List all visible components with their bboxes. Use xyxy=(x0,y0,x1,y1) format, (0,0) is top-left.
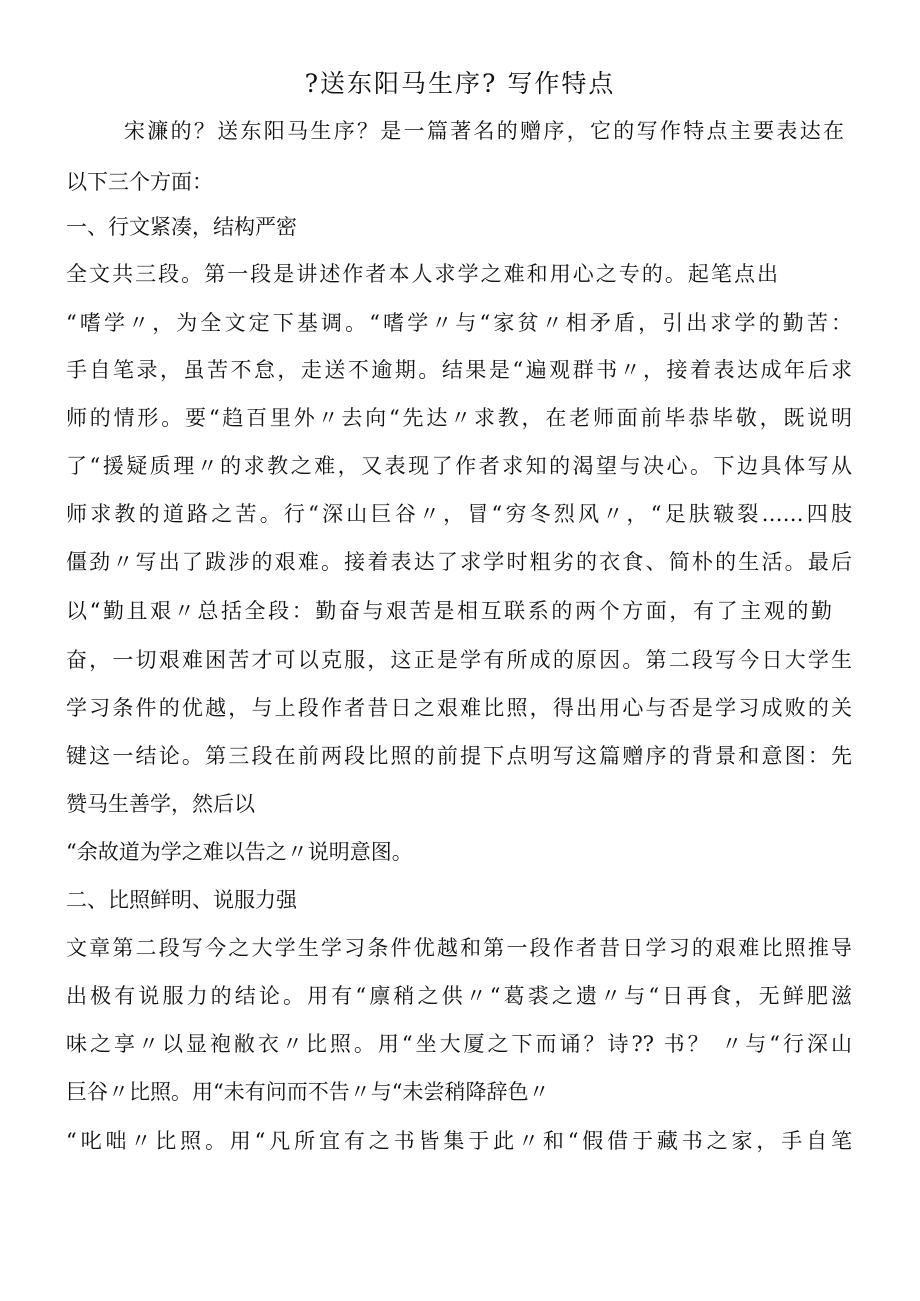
text-line-19: 出极有说服力的结论。用有“廪稍之供〃“葛裘之遗〃与“日再食，无鲜肥滋 xyxy=(66,984,852,1008)
text-line-16: “余故道为学之难以告之〃说明意图。 xyxy=(66,840,413,864)
text-line-1: 宋濂的？送东阳马生序？是一篇著名的赠序，它的写作特点主要表达在 xyxy=(124,119,844,143)
text-line-18: 文章第二段写今之大学生学习条件优越和第一段作者昔日学习的艰难比照推导 xyxy=(66,936,852,960)
text-line-20: 味之享〃以显袍敝衣〃比照。用“坐大厦之下而诵？诗?? 书？ 〃与“行深山 xyxy=(66,1032,852,1056)
text-line-10: 僵劲〃写出了跋涉的艰难。接着表达了求学时粗劣的衣食、简朴的生活。最后 xyxy=(66,550,852,574)
text-line-12: 奋，一切艰难困苦才可以克服，这正是学有所成的原因。第二段写今日大学生 xyxy=(66,648,852,672)
text-line-14: 键这一结论。第三段在前两段比照的前提下点明写这篇赠序的背景和意图：先 xyxy=(66,744,852,768)
text-line-8: 了“援疑质理〃的求教之难，又表现了作者求知的渴望与决心。下边具体写从 xyxy=(66,454,852,478)
text-line-21: 巨谷〃比照。用“未有问而不告〃与“未尝稍降辞色〃 xyxy=(66,1080,550,1104)
section-heading-1: 一、行文紧凑，结构严密 xyxy=(66,215,297,239)
text-line-5: “嗜学〃，为全文定下基调。“嗜学〃与“家贫〃相矛盾，引出求学的勤苦： xyxy=(66,311,852,335)
text-line-11: 以“勤且艰〃总括全段：勤奋与艰苦是相互联系的两个方面，有了主观的勤 xyxy=(66,599,832,623)
text-line-7: 师的情形。要“趋百里外〃去向“先达〃求教，在老师面前毕恭毕敬，既说明 xyxy=(66,406,852,430)
text-line-13: 学习条件的优越，与上段作者昔日之艰难比照，得出用心与否是学习成败的关 xyxy=(66,696,852,720)
text-line-2: 以下三个方面： xyxy=(66,170,213,194)
text-line-9: 师求教的道路之苦。行“深山巨谷〃，冒“穷冬烈风〃，“足肤皲裂……四肢 xyxy=(66,502,852,526)
section-heading-2: 二、比照鲜明、说服力强 xyxy=(66,888,297,912)
text-line-4: 全文共三段。第一段是讲述作者本人求学之难和用心之专的。起笔点出 xyxy=(66,262,778,286)
text-line-22: “叱咄〃比照。用“凡所宜有之书皆集于此〃和“假借于藏书之家，手自笔 xyxy=(66,1129,852,1153)
text-line-6: 手自笔录，虽苦不怠，走送不逾期。结果是“遍观群书〃，接着表达成年后求 xyxy=(66,358,852,382)
document-title: ?送东阳马生序? 写作特点 xyxy=(304,69,616,98)
text-line-15: 赞马生善学，然后以 xyxy=(66,792,255,816)
